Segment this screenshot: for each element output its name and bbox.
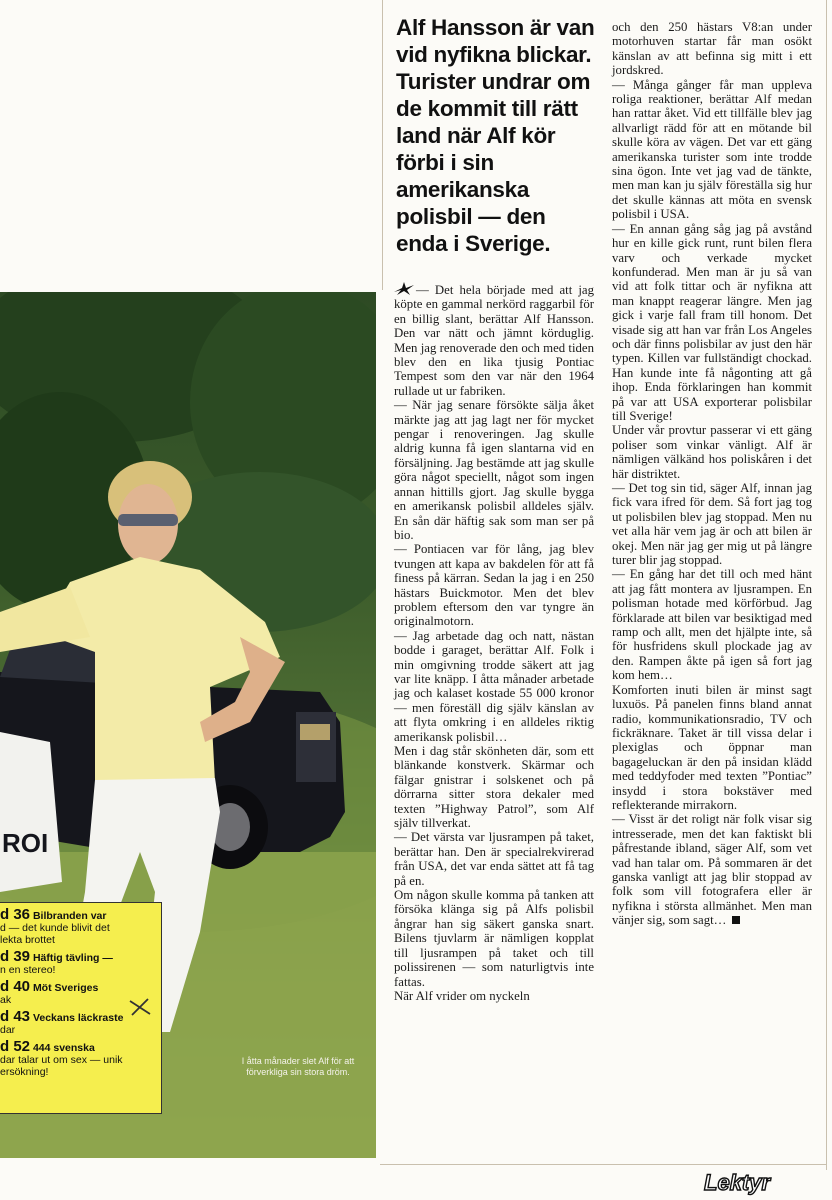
teaser-subtitle: ak xyxy=(0,994,12,1006)
teaser-item[interactable] xyxy=(0,1038,157,1078)
teaser-title: 444 svenska xyxy=(32,1042,95,1054)
teaser-page-number: d 40 xyxy=(0,978,31,995)
article-text: — Det hela började med att jag köpte en gammal nerkörd raggarbil för en billig slant, berättar Alf Hansson. Den var nätt och jämnt körduglig. Men jag renoverade den och med tiden blev den en lika tjusig Pontiac Tempest som den var när den 1964 rullade ut ur fabriken. xyxy=(394,283,594,398)
article-paragraph: Om någon skulle komma på tanken att försöka klänga sig på Alfs polisbil ångrar han sig säkert ganska snart. Bilens tjuvlarm är nämligen kopplat till ljusrampen på taket och till polissirenen — som naturligtvis inte fattas. xyxy=(394,888,594,989)
teaser-subtitle: ersökning! xyxy=(0,1066,49,1078)
teaser-subtitle: dar talar ut om sex — unik xyxy=(0,1054,123,1066)
teaser-title: Häftig tävling — xyxy=(32,952,113,964)
teaser-subtitle: lekta brottet xyxy=(0,934,55,946)
article-column-left xyxy=(394,282,594,1003)
handwritten-cross-icon xyxy=(128,997,152,1017)
article-paragraph: — Det värsta var ljusrampen på taket, berättar han. Den är specialrekvirerad från USA, det var enda sättet att få tag på en. xyxy=(394,830,594,888)
article-column-right xyxy=(612,20,812,928)
star-icon xyxy=(394,282,414,295)
teaser-item[interactable] xyxy=(0,906,157,946)
frame-line-left xyxy=(382,0,383,290)
car-tail xyxy=(296,712,336,782)
teaser-subtitle: d — det kunde blivit det xyxy=(0,922,110,934)
article-paragraph: — Pontiacen var för lång, jag blev tvungen att kapa av bakdelen för att få finess på kärran. Sedan la jag i en 250 hästars Buickmotor. Men det blev problem eftersom den var tyngre än originalmotorn. xyxy=(394,542,594,629)
logo-text: Lektyr xyxy=(704,1170,771,1195)
article-paragraph: — När jag senare försökte sälja åket märkte jag att jag lagt ner för mycket pengar i renoveringen. Jag skulle aldrig kunna få igen slantarna vid en försäljning. Jag bestämde att jag skulle göra något speciellt, något som ingen annan hittills gjort. Jag skulle bygga en amerikansk polisbil alldeles själv. En sån där häftig sak som man ser på bio. xyxy=(394,398,594,542)
article-paragraph: — En annan gång såg jag på avstånd hur en kille gick runt, runt bilen flera varv och verkade mycket konfunderad. Men man är ju så van vid att folk tittar och är nyfikna att man knappt reagerar längre. Men jag gick i varje fall fram till honom. Det visade sig att han var från Los Angeles och där finns polisbilar av just den här typen. Killen var fullständigt chockad. Han kunde inte få någonting att gå ihop. Enda förklaringen han kommit på var att USA exporterar polisbilar till Sverige! xyxy=(612,221,812,423)
teaser-item[interactable] xyxy=(0,948,157,976)
car-taillight xyxy=(300,724,330,740)
person-sunglasses xyxy=(118,514,178,526)
article-paragraph: — Många gånger får man uppleva roliga reaktioner, berättar Alf medan han rattar åket. Vid ett tillfälle blev jag allvarligt rädd för att en mötande bil skulle köra av vägen. Det var ett gäng amerikanska turister som inte trodde sina ögon. Inte vet jag vad de tänkte, men man kan ju själv föreställa sig hur det skulle kännas att möta en svensk polisbil i USA. xyxy=(612,77,812,222)
article-paragraph xyxy=(612,812,812,927)
teaser-page-number: d 39 xyxy=(0,948,31,965)
article-paragraph: Under vår provtur passerar vi ett gäng poliser som vinkar vänligt. Alf är nämligen välkänd hos poliskåren i det här distriktet. xyxy=(612,423,812,481)
teaser-page-number: d 43 xyxy=(0,1008,31,1025)
frame-line-bottom xyxy=(380,1164,826,1165)
teaser-title: Veckans läckraste xyxy=(32,1012,124,1024)
frame-line-right xyxy=(826,0,827,1170)
article-paragraph: — En gång har det till och med hänt att jag fått montera av ljusrampen. En polisman hotade med körförbud. Jag förklarade att bilen var besiktigad med ramp och allt, men det hjälpte inte, så för husfridens skull plockade jag av den. Rampen åkte på igen så fort jag kom hem… xyxy=(612,567,812,683)
teaser-page-number: d 36 xyxy=(0,906,31,923)
teaser-title: Möt Sveriges xyxy=(32,982,99,994)
teaser-title: Bilbranden var xyxy=(32,910,107,922)
teaser-subtitle: dar xyxy=(0,1024,16,1036)
car-door-text: ROI xyxy=(2,828,49,858)
article-paragraph: — Jag arbetade dag och natt, nästan bodde i garaget, berättar Alf. Folk i min omgivning trodde säkert att jag var lite knäpp. I åtta månader arbetade jag och kalaset kostade 55 000 kronor — men föreställ dig själv känslan av att flyta omkring i en alldeles riktig amerikansk polisbil… xyxy=(394,628,594,744)
teaser-page-number: d 52 xyxy=(0,1038,31,1055)
end-mark-icon xyxy=(732,916,740,924)
article-paragraph xyxy=(394,282,594,398)
article-paragraph: och den 250 hästars V8:an under motorhuven startar får man osökt känslan av att befinna sig mitt i ett jordskred. xyxy=(612,20,812,78)
article-paragraph: — Det tog sin tid, säger Alf, innan jag fick vara ifred för dem. Så fort jag tog ut polisbilen blev jag stoppad. Men nu vet alla här vem jag är och att bilen är okej. Men när jag ger mig ut på längre turer blir jag stoppad. xyxy=(612,481,812,568)
article-paragraph: Komforten inuti bilen är minst sagt luxuös. På panelen finns bland annat radio, kommunikationsradio, TV och fickräknare. Taket är till vissa delar i plexiglas och öppnar man bagageluckan är den på insidan klädd med teddyfoder med texten ”Pontiac” insydd i stora bokstäver med reflekterande mirrakorn. xyxy=(612,682,812,812)
magazine-logo xyxy=(704,1170,808,1196)
article-paragraph: När Alf vrider om nyckeln xyxy=(394,988,530,1003)
article-paragraph: Men i dag står skönheten där, som ett blänkande konstverk. Skärmar och fälgar gnistrar i solskenet och på dörrarna sitter stora dekaler med texten ”Highway Patrol”, som Alf själv tillverkat. xyxy=(394,744,594,831)
contents-teaser-box xyxy=(0,902,162,1114)
photo-caption: I åtta månader slet Alf för att förverkliga sin stora dröm. xyxy=(241,1056,355,1077)
article-text: — Visst är det roligt när folk visar sig intresserade, men det kan faktiskt bli påfrestande ibland, säger Alf, som vet vad han talar om. På sommaren är det ganska vanligt att jag blir stoppad av folk som vill fotografera eller är nyfikna i största allmänhet. Men man vänjer sig, som sagt… xyxy=(612,812,812,928)
teaser-subtitle: n en stereo! xyxy=(0,964,56,976)
headline: Alf Hansson är van vid nyfikna blickar. Turister undrar om de kommit till rätt land när Alf kör förbi i sin amerikanska polisbil — den enda i Sverige. xyxy=(396,15,595,256)
